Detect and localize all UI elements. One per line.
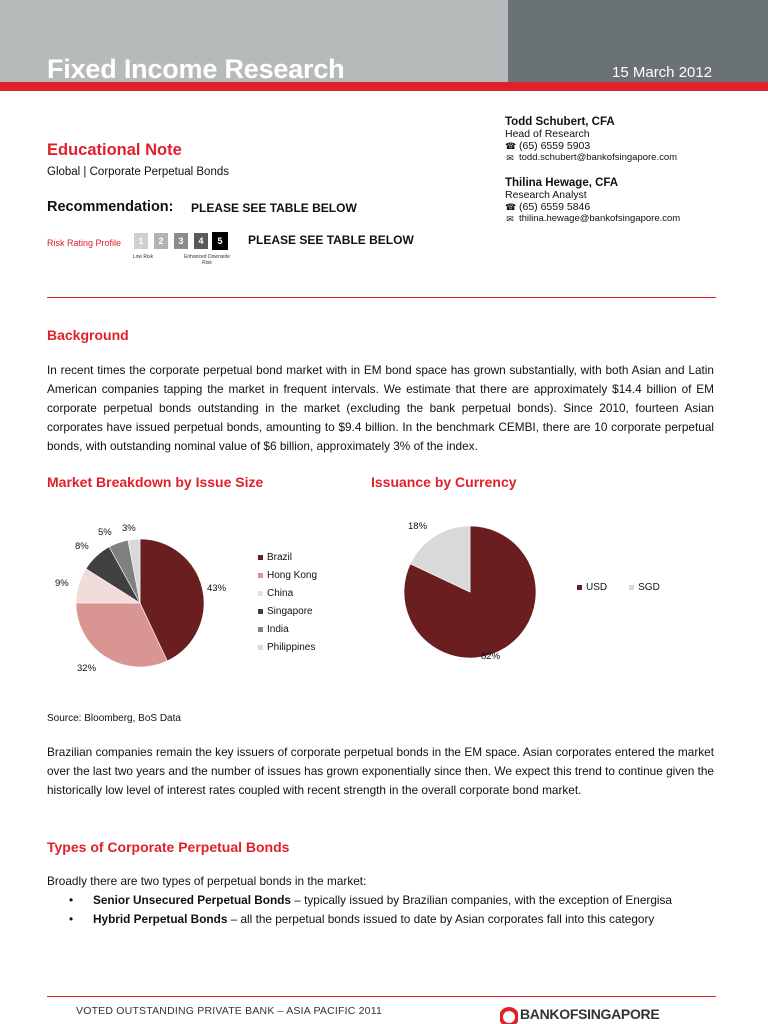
- legend-swatch: [258, 573, 263, 578]
- chart-2-title: Issuance by Currency: [371, 474, 517, 490]
- issuers-paragraph: Brazilian companies remain the key issuers of corporate perpetual bonds in the EM space. Asian corporates entered the market over the last two years and the number of issues has grown exponentially since then. We expect this trend to continue given the historically low level of interest rates coupled with recent strength in the overall corporate bond market.: [47, 745, 714, 797]
- legend-swatch: [258, 555, 263, 560]
- report-date: 15 March 2012: [612, 64, 713, 81]
- footer-divider: [47, 996, 716, 997]
- chart-2-legend: [577, 578, 660, 596]
- pie-data-label: 9%: [55, 578, 69, 589]
- note-title: Educational Note: [47, 141, 182, 159]
- recommendation-value: PLEASE SEE TABLE BELOW: [191, 201, 357, 215]
- types-heading: Types of Corporate Perpetual Bonds: [47, 839, 290, 855]
- risk-high-caption: Enhanced Downside Risk: [184, 254, 230, 266]
- types-list: [47, 891, 714, 929]
- bank-logo-icon: [500, 1006, 518, 1024]
- legend-item-hong-kong: Hong Kong: [258, 566, 317, 584]
- author-phone: (65) 6559 5846: [519, 201, 591, 213]
- currency-pie-chart: [395, 515, 555, 665]
- risk-level-3: 3: [174, 233, 188, 249]
- background-paragraph: In recent times the corporate perpetual bond market with in EM bond space has grown substantially, with both Asian and Latin American companies tapping the market in frequent intervals. We estimate that there are approximately $14.4 billion of EM corporate perpetual bonds outstanding in the market (excluding the bank perpetual bonds). Since 2010, fourteen Asian corporates have issued perpetual bonds, amounting to $9.4 billion. In the benchmark CEMBI, there are 10 corporate perpetual bonds, with outstanding nominal value of $6 billion, approximately 3% of the index.: [47, 363, 714, 453]
- pie-data-label: 3%: [122, 523, 136, 534]
- author-name: Todd Schubert, CFA: [505, 116, 615, 128]
- bank-logo-text: BANKOFSINGAPORE: [520, 1006, 660, 1022]
- author-block-1: [505, 116, 677, 164]
- author-block-2: [505, 177, 680, 225]
- chart-source: Source: Bloomberg, BoS Data: [47, 713, 181, 724]
- footer-award: VOTED OUTSTANDING PRIVATE BANK – ASIA PACIFIC 2011: [76, 1005, 383, 1017]
- legend-swatch: [258, 627, 263, 632]
- author-name: Thilina Hewage, CFA: [505, 177, 619, 189]
- legend-item-india: India: [258, 620, 317, 638]
- legend-item-usd: USD: [577, 578, 607, 596]
- author-email[interactable]: thilina.hewage@bankofsingapore.com: [519, 213, 681, 224]
- page-title: Fixed Income Research: [47, 54, 345, 84]
- pie-data-label: 8%: [75, 541, 89, 552]
- author-role: Research Analyst: [505, 189, 587, 201]
- issue-size-pie-chart: [40, 515, 240, 680]
- pie-data-label: 43%: [207, 583, 227, 594]
- risk-level-1: 1: [134, 233, 148, 249]
- legend-item-singapore: Singapore: [258, 602, 317, 620]
- legend-item-philippines: Philippines: [258, 638, 317, 656]
- chart-1-legend: [258, 548, 317, 656]
- bullet-icon: •: [69, 893, 74, 907]
- risk-level-4: 4: [194, 233, 208, 249]
- pie-data-label: 32%: [77, 663, 97, 674]
- legend-swatch: [258, 591, 263, 596]
- risk-low-caption: Low Risk: [132, 254, 154, 260]
- email-icon: ✉: [506, 153, 514, 163]
- legend-swatch: [629, 585, 634, 590]
- author-role: Head of Research: [505, 128, 590, 140]
- background-heading: Background: [47, 327, 129, 343]
- list-item: • Senior Unsecured Perpetual Bonds – typically issued by Brazilian companies, with the exception of Energisa: [47, 891, 714, 910]
- phone-icon: ☎: [505, 202, 517, 212]
- pie-data-label: 18%: [408, 521, 428, 532]
- chart-1-title: Market Breakdown by Issue Size: [47, 474, 264, 490]
- pie-data-label: 5%: [98, 527, 112, 538]
- email-icon: ✉: [506, 214, 514, 224]
- note-subtitle: Global | Corporate Perpetual Bonds: [47, 166, 229, 178]
- bullet-icon: •: [69, 912, 74, 926]
- legend-swatch: [258, 609, 263, 614]
- recommendation-label: Recommendation:: [47, 199, 174, 215]
- author-email[interactable]: todd.schubert@bankofsingapore.com: [519, 152, 678, 163]
- legend-swatch: [577, 585, 582, 590]
- risk-rating-value: PLEASE SEE TABLE BELOW: [248, 233, 414, 247]
- pie-data-label: 82%: [481, 651, 501, 662]
- section-divider: [47, 297, 716, 298]
- legend-item-china: China: [258, 584, 317, 602]
- types-intro: Broadly there are two types of perpetual bonds in the market:: [47, 874, 367, 888]
- author-phone: (65) 6559 5903: [519, 140, 591, 152]
- list-item: • Hybrid Perpetual Bonds – all the perpetual bonds issued to date by Asian corporates fall into this category: [47, 910, 714, 929]
- legend-item-brazil: Brazil: [258, 548, 317, 566]
- risk-level-5-selected: 5: [213, 233, 227, 249]
- legend-swatch: [258, 645, 263, 650]
- risk-rating-label: Risk Rating Profile: [47, 238, 122, 248]
- phone-icon: ☎: [505, 141, 517, 151]
- risk-level-2: 2: [154, 233, 168, 249]
- legend-item-sgd: SGD: [629, 578, 660, 596]
